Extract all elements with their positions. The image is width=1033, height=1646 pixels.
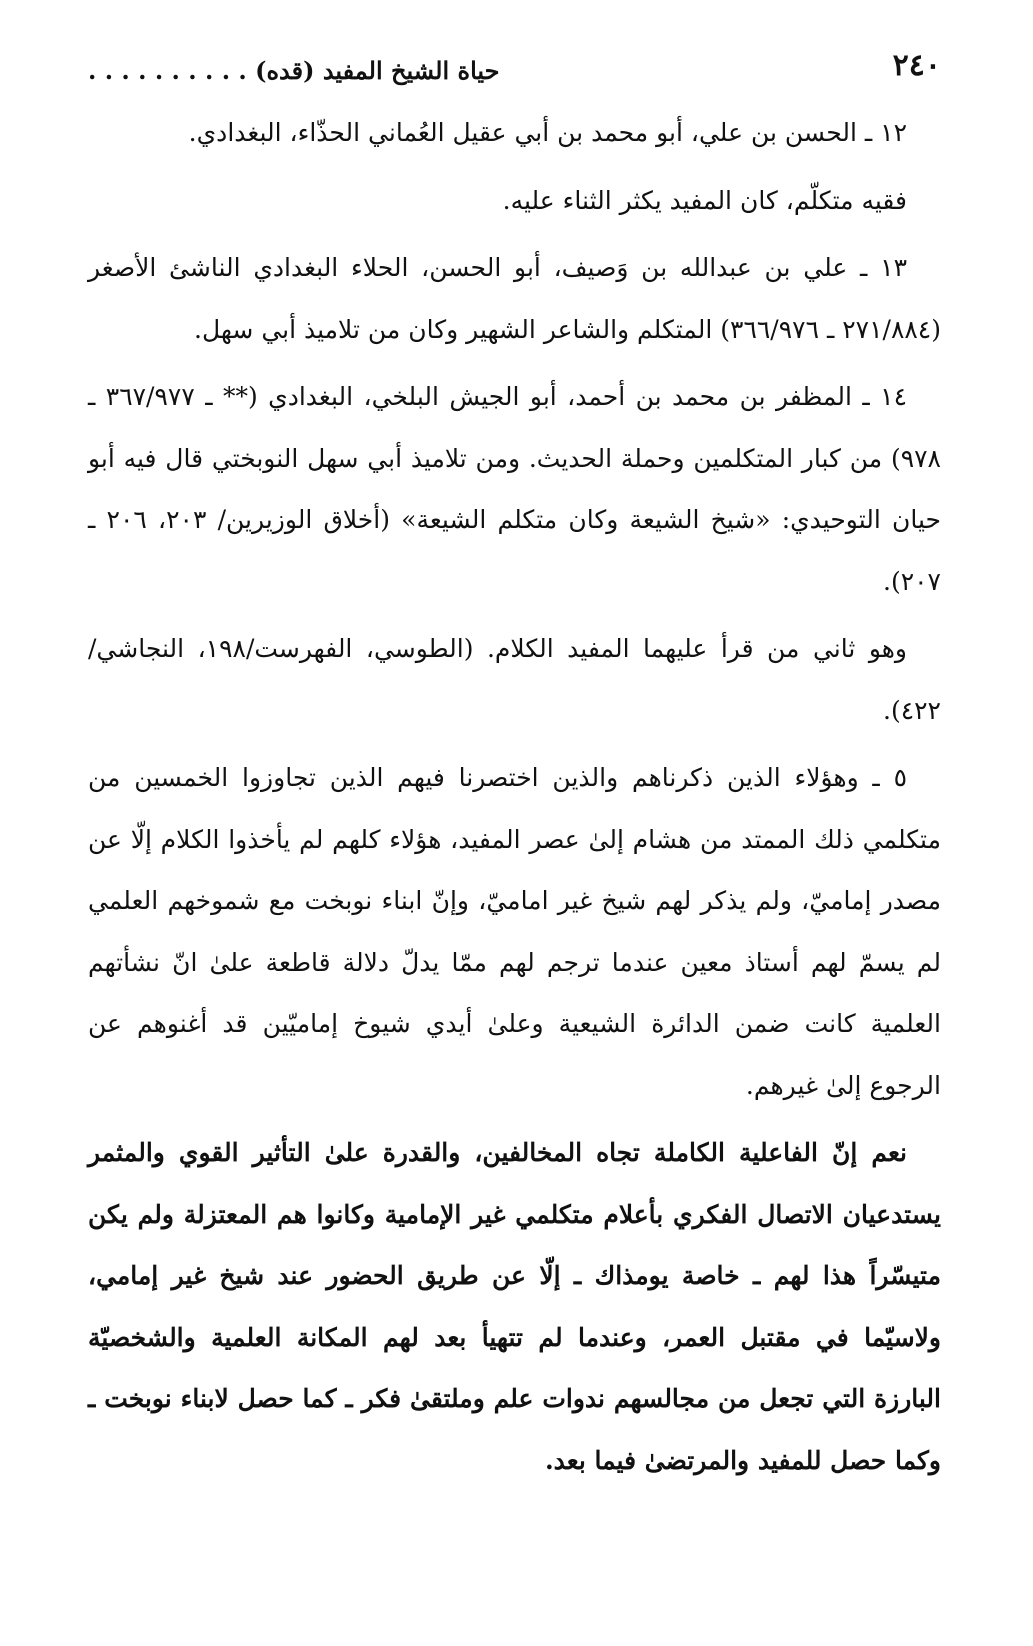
entry-13: ١٣ ـ علي بن عبدالله بن وَصيف، أبو الحسن، الحلاء البغدادي الناشئ الأصغر (٢٧١/٨٨٤ ـ ٣٦٦/٩٧٦) المتكلم والشاعر الشهير وكان من تلاميذ أبي سهل. <box>88 253 941 344</box>
paragraph-5: ٥ ـ وهؤلاء الذين ذكرناهم والذين اختصرنا فيهم الذين تجاوزوا الخمسين من متكلمي ذلك الممتد من هشام إلىٰ عصر المفيد، هؤلاء كلهم لم يأخذوا الكلام إلّا عن مصدر إماميّ، ولم يذكر لهم شيخ غير اماميّ، وإنّ ابناء نوبخت مع شموخهم العلمي لم يسمّ لهم أستاذ معين عندما ترجم لهم ممّا يدلّ دلالة قاطعة علىٰ انّ نشأتهم العلمية كانت ضمن الدائرة الشيعية وعلىٰ أيدي شيوخ إماميّين قد أغنوهم عن الرجوع إلىٰ غيرهم. <box>88 763 941 1100</box>
paragraph-conclusion: نعم إنّ الفاعلية الكاملة تجاه المخالفين، والقدرة علىٰ التأثير القوي والمثمر يستدعيان الاتصال الفكري بأعلام متكلمي غير الإمامية وكانوا هم المعتزلة ولم يكن متيسّراً هذا لهم ـ خاصة يومذاك ـ إلّا عن طريق الحضور عند شيخ غير إمامي، ولاسيّما في مقتبل العمر، وعندما لم تتهيأ بعد لهم المكانة العلمية والشخصيّة البارزة التي تجعل من مجالسهم ندوات علم وملتقىٰ فكر ـ كما حصل لابناء نوبخت ـ وكما حصل للمفيد والمرتضىٰ فيما بعد. <box>88 1138 941 1475</box>
entry-14: ١٤ ـ المظفر بن محمد بن أحمد، أبو الجيش البلخي، البغدادي (** ـ ٣٦٧/٩٧٧ ـ ٩٧٨) من كبار المتكلمين وحملة الحديث. ومن تلاميذ أبي سهل النوبختي قال فيه أبو حيان التوحيدي: «شيخ الشيعة وكان متكلم الشيعة» (أخلاق الوزيرين/ ٢٠٣، ٢٠٦ ـ ٢٠٧). <box>88 382 941 596</box>
page-header <box>88 48 941 92</box>
entry-12: ١٢ ـ الحسن بن علي، أبو محمد بن أبي عقيل العُماني الحذّاء، البغدادي. <box>188 118 907 147</box>
entry-14-note: وهو ثاني من قرأ عليهما المفيد الكلام. (الطوسي، الفهرست/١٩٨، النجاشي/٤٢٢). <box>88 634 941 725</box>
entry-12-note: فقيه متكلّم، كان المفيد يكثر الثناء عليه. <box>502 185 907 215</box>
page-number: ٢٤٠ <box>892 48 941 83</box>
page-body <box>88 102 941 1497</box>
running-title: حياة الشيخ المفيد (قده) . . . . . . . . . . <box>88 56 500 85</box>
